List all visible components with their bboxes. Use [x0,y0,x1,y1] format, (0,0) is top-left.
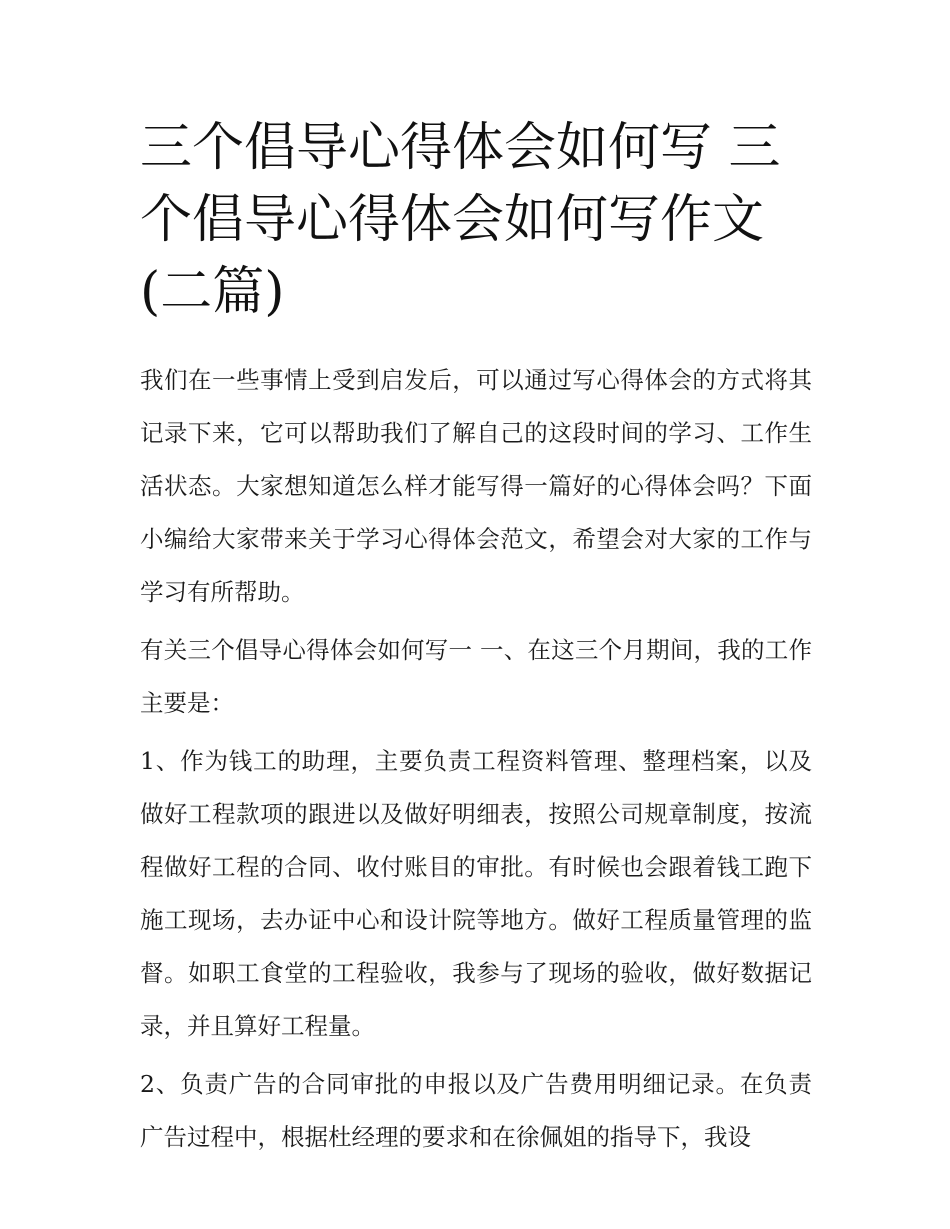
paragraph-item-2: 2、负责广告的合同审批的申报以及广告费用明细记录。在负责广告过程中，根据杜经理的要求和在徐佩姐的指导下，我设 [140,1070,812,1151]
document-content [140,112,812,1169]
paragraph-intro: 我们在一些事情上受到启发后，可以通过写心得体会的方式将其记录下来，它可以帮助我们了解自己的这段时间的学习、工作生活状态。大家想知道怎么样才能写得一篇好的心得体会吗？下面小编给大家带来关于学习心得体会范文，希望会对大家的工作与学习有所帮助。 [140,366,812,606]
paragraph-section-heading: 有关三个倡导心得体会如何写一 一、在这三个月期间，我的工作主要是： [140,636,812,717]
document-title: 三个倡导心得体会如何写 三个倡导心得体会如何写作文(二篇) [140,118,781,322]
paragraph-item-1: 1、作为钱工的助理，主要负责工程资料管理、整理档案，以及做好工程款项的跟进以及做好明细表，按照公司规章制度，按流程做好工程的合同、收付账目的审批。有时候也会跟着钱工跑下施工现场，去办证中心和设计院等地方。做好工程质量管理的监督。如职工食堂的工程验收，我参与了现场的验收，做好数据记录，并且算好工程量。 [140,747,812,1040]
document-body [140,354,812,1164]
